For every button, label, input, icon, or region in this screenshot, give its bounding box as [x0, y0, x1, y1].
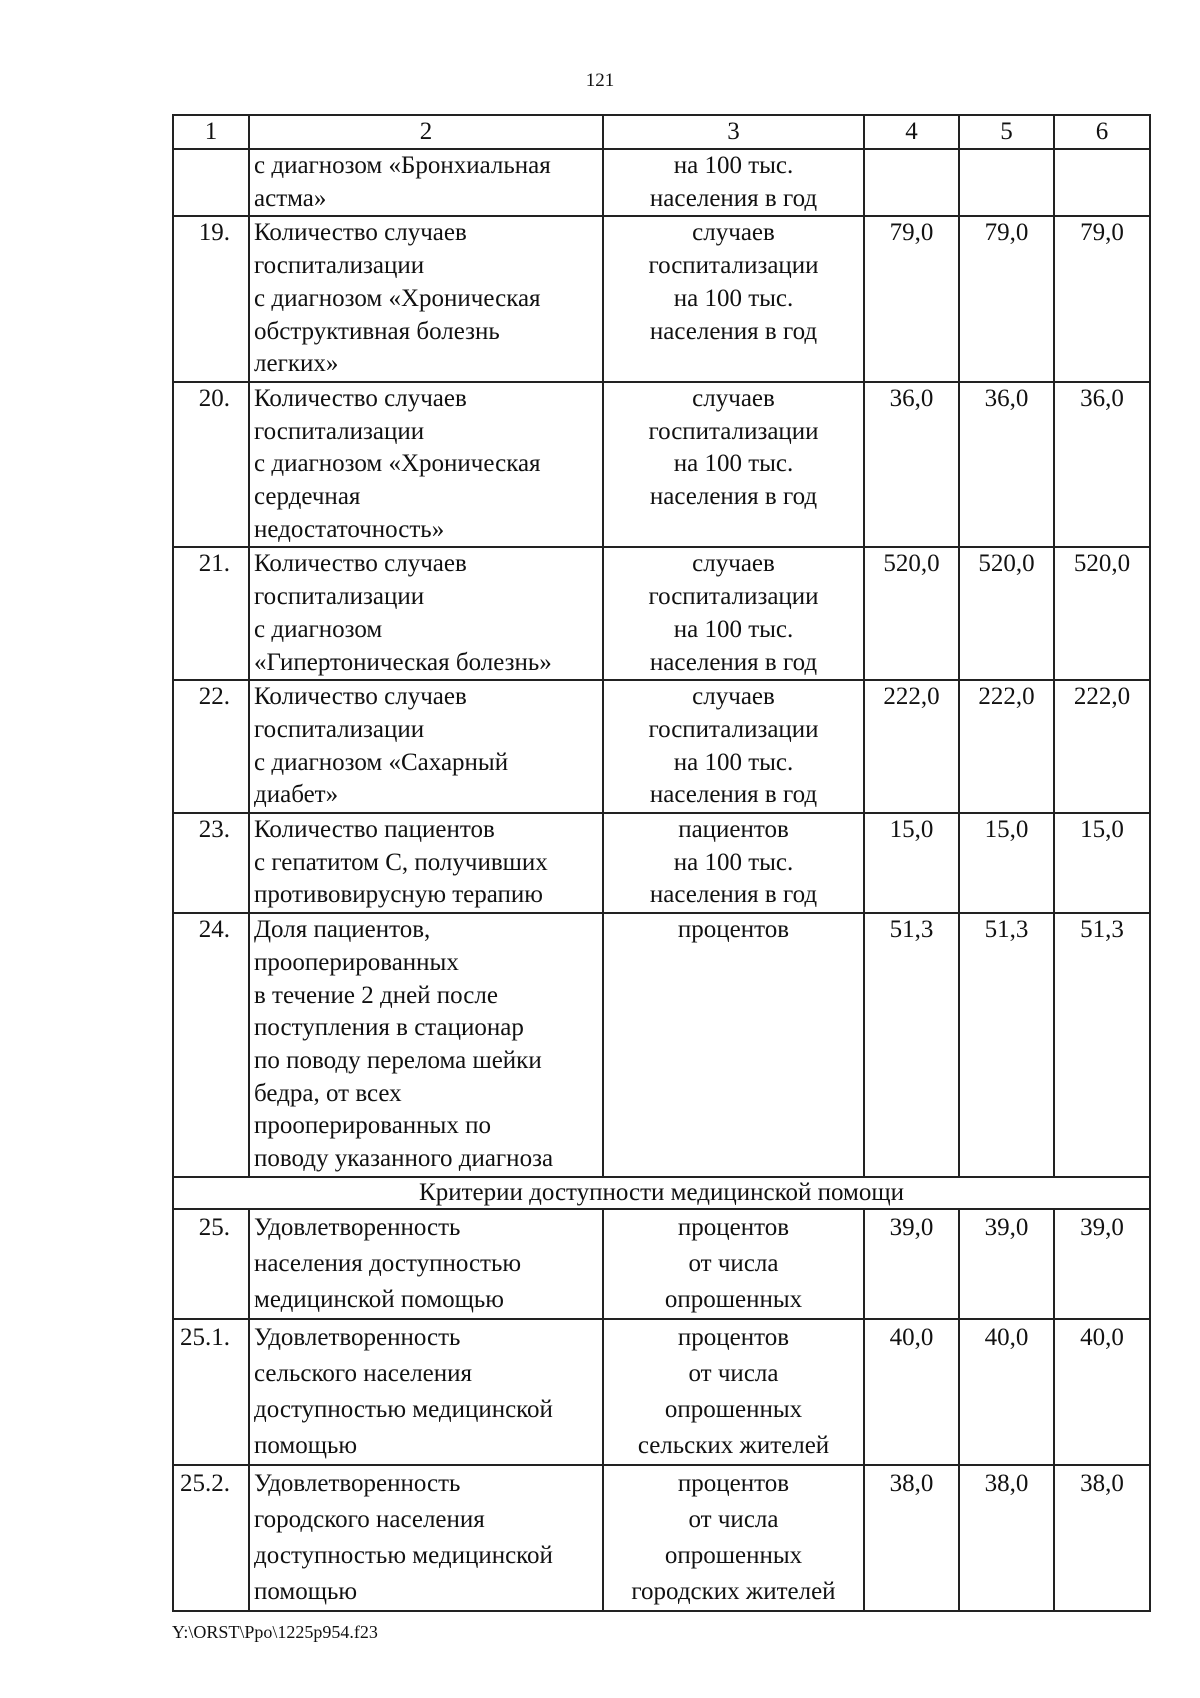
value-col4: 36,0 [864, 382, 959, 548]
unit-of-measure: на 100 тыс. населения в год [649, 152, 818, 212]
indicator-name: Удовлетворенность сельского населения доступностью медицинской помощью [254, 1323, 553, 1459]
value-col5: 222,0 [959, 680, 1054, 813]
value-col5: 39,0 [959, 1209, 1054, 1319]
value-col6 [1054, 149, 1150, 216]
table-row [173, 813, 1150, 913]
value-col5: 38,0 [959, 1465, 1054, 1611]
unit-of-measure: процентов [677, 916, 790, 944]
indicators-table [172, 114, 1151, 1612]
table-row [173, 149, 1150, 216]
value-col6: 222,0 [1054, 680, 1150, 813]
table-row [173, 216, 1150, 382]
value-col5: 79,0 [959, 216, 1054, 382]
value-col4: 15,0 [864, 813, 959, 913]
value-col5 [959, 149, 1054, 216]
indicator-name: Количество случаев госпитализации с диагнозом «Хроническая сердечная недостаточность» [254, 384, 541, 543]
value-col5: 15,0 [959, 813, 1054, 913]
value-col4: 38,0 [864, 1465, 959, 1611]
value-col6: 520,0 [1054, 547, 1150, 680]
unit-of-measure: процентов от числа опрошенных сельских жителей [637, 1323, 830, 1459]
column-header: 5 [959, 115, 1054, 149]
value-col6: 40,0 [1054, 1319, 1150, 1465]
row-number: 24. [173, 913, 249, 1177]
table-row [173, 1209, 1150, 1319]
indicator-name: Количество случаев госпитализации с диагнозом «Хроническая обструктивная болезнь легких» [254, 219, 541, 378]
column-header: 2 [249, 115, 603, 149]
value-col4: 222,0 [864, 680, 959, 813]
indicator-name: с диагнозом «Бронхиальная астма» [254, 152, 551, 212]
value-col6: 51,3 [1054, 913, 1150, 1177]
unit-of-measure: случаев госпитализации на 100 тыс. населения в год [648, 384, 819, 511]
value-col5: 36,0 [959, 382, 1054, 548]
table-row [173, 913, 1150, 1177]
value-col4: 51,3 [864, 913, 959, 1177]
value-col4 [864, 149, 959, 216]
section-title: Критерии доступности медицинской помощи [173, 1177, 1150, 1209]
value-col6: 15,0 [1054, 813, 1150, 913]
table-row [173, 1319, 1150, 1465]
value-col4: 39,0 [864, 1209, 959, 1319]
column-header: 3 [603, 115, 864, 149]
indicator-name: Количество случаев госпитализации с диагнозом «Сахарный диабет» [254, 683, 509, 809]
value-col5: 51,3 [959, 913, 1054, 1177]
file-path-footer: Y:\ORST\Ppo\1225p954.f23 [172, 1622, 378, 1642]
value-col5: 40,0 [959, 1319, 1054, 1465]
table-header-row [173, 115, 1150, 149]
row-number: 20. [173, 382, 249, 548]
value-col6: 36,0 [1054, 382, 1150, 548]
value-col6: 79,0 [1054, 216, 1150, 382]
column-header: 1 [173, 115, 249, 149]
indicator-name: Удовлетворенность населения доступностью медицинской помощью [254, 1213, 522, 1313]
value-col6: 39,0 [1054, 1209, 1150, 1319]
table-row [173, 547, 1150, 680]
column-header: 6 [1054, 115, 1150, 149]
row-number: 21. [173, 547, 249, 680]
indicator-name: Количество случаев госпитализации с диагнозом «Гипертоническая болезнь» [254, 550, 552, 676]
row-number: 25. [173, 1209, 249, 1319]
table-row [173, 680, 1150, 813]
value-col5: 520,0 [959, 547, 1054, 680]
value-col4: 79,0 [864, 216, 959, 382]
row-number: 23. [173, 813, 249, 913]
unit-of-measure: процентов от числа опрошенных [664, 1213, 803, 1313]
value-col4: 520,0 [864, 547, 959, 680]
indicator-name: Удовлетворенность городского населения доступностью медицинской помощью [254, 1469, 553, 1605]
row-number: 25.1. [173, 1319, 249, 1465]
section-header-row [173, 1177, 1150, 1209]
table-row [173, 1465, 1150, 1611]
table-row [173, 382, 1150, 548]
row-number: 19. [173, 216, 249, 382]
page-number: 121 [585, 70, 615, 91]
column-header: 4 [864, 115, 959, 149]
row-number: 22. [173, 680, 249, 813]
value-col6: 38,0 [1054, 1465, 1150, 1611]
unit-of-measure: случаев госпитализации на 100 тыс. населения в год [648, 683, 819, 809]
unit-of-measure: случаев госпитализации на 100 тыс. населения в год [648, 550, 819, 676]
value-col4: 40,0 [864, 1319, 959, 1465]
row-number: 25.2. [173, 1465, 249, 1611]
unit-of-measure: пациентов на 100 тыс. населения в год [649, 816, 818, 909]
row-number [173, 149, 249, 216]
unit-of-measure: процентов от числа опрошенных городских жителей [631, 1469, 836, 1605]
indicator-name: Количество пациентов с гепатитом С, получивших противовирусную терапию [254, 816, 548, 909]
unit-of-measure: случаев госпитализации на 100 тыс. населения в год [648, 219, 819, 345]
indicator-name: Доля пациентов, прооперированных в течение 2 дней после поступления в стационар по поводу перелома шейки бедра, от всех прооперированных по поводу указанного диагноза [254, 916, 554, 1173]
